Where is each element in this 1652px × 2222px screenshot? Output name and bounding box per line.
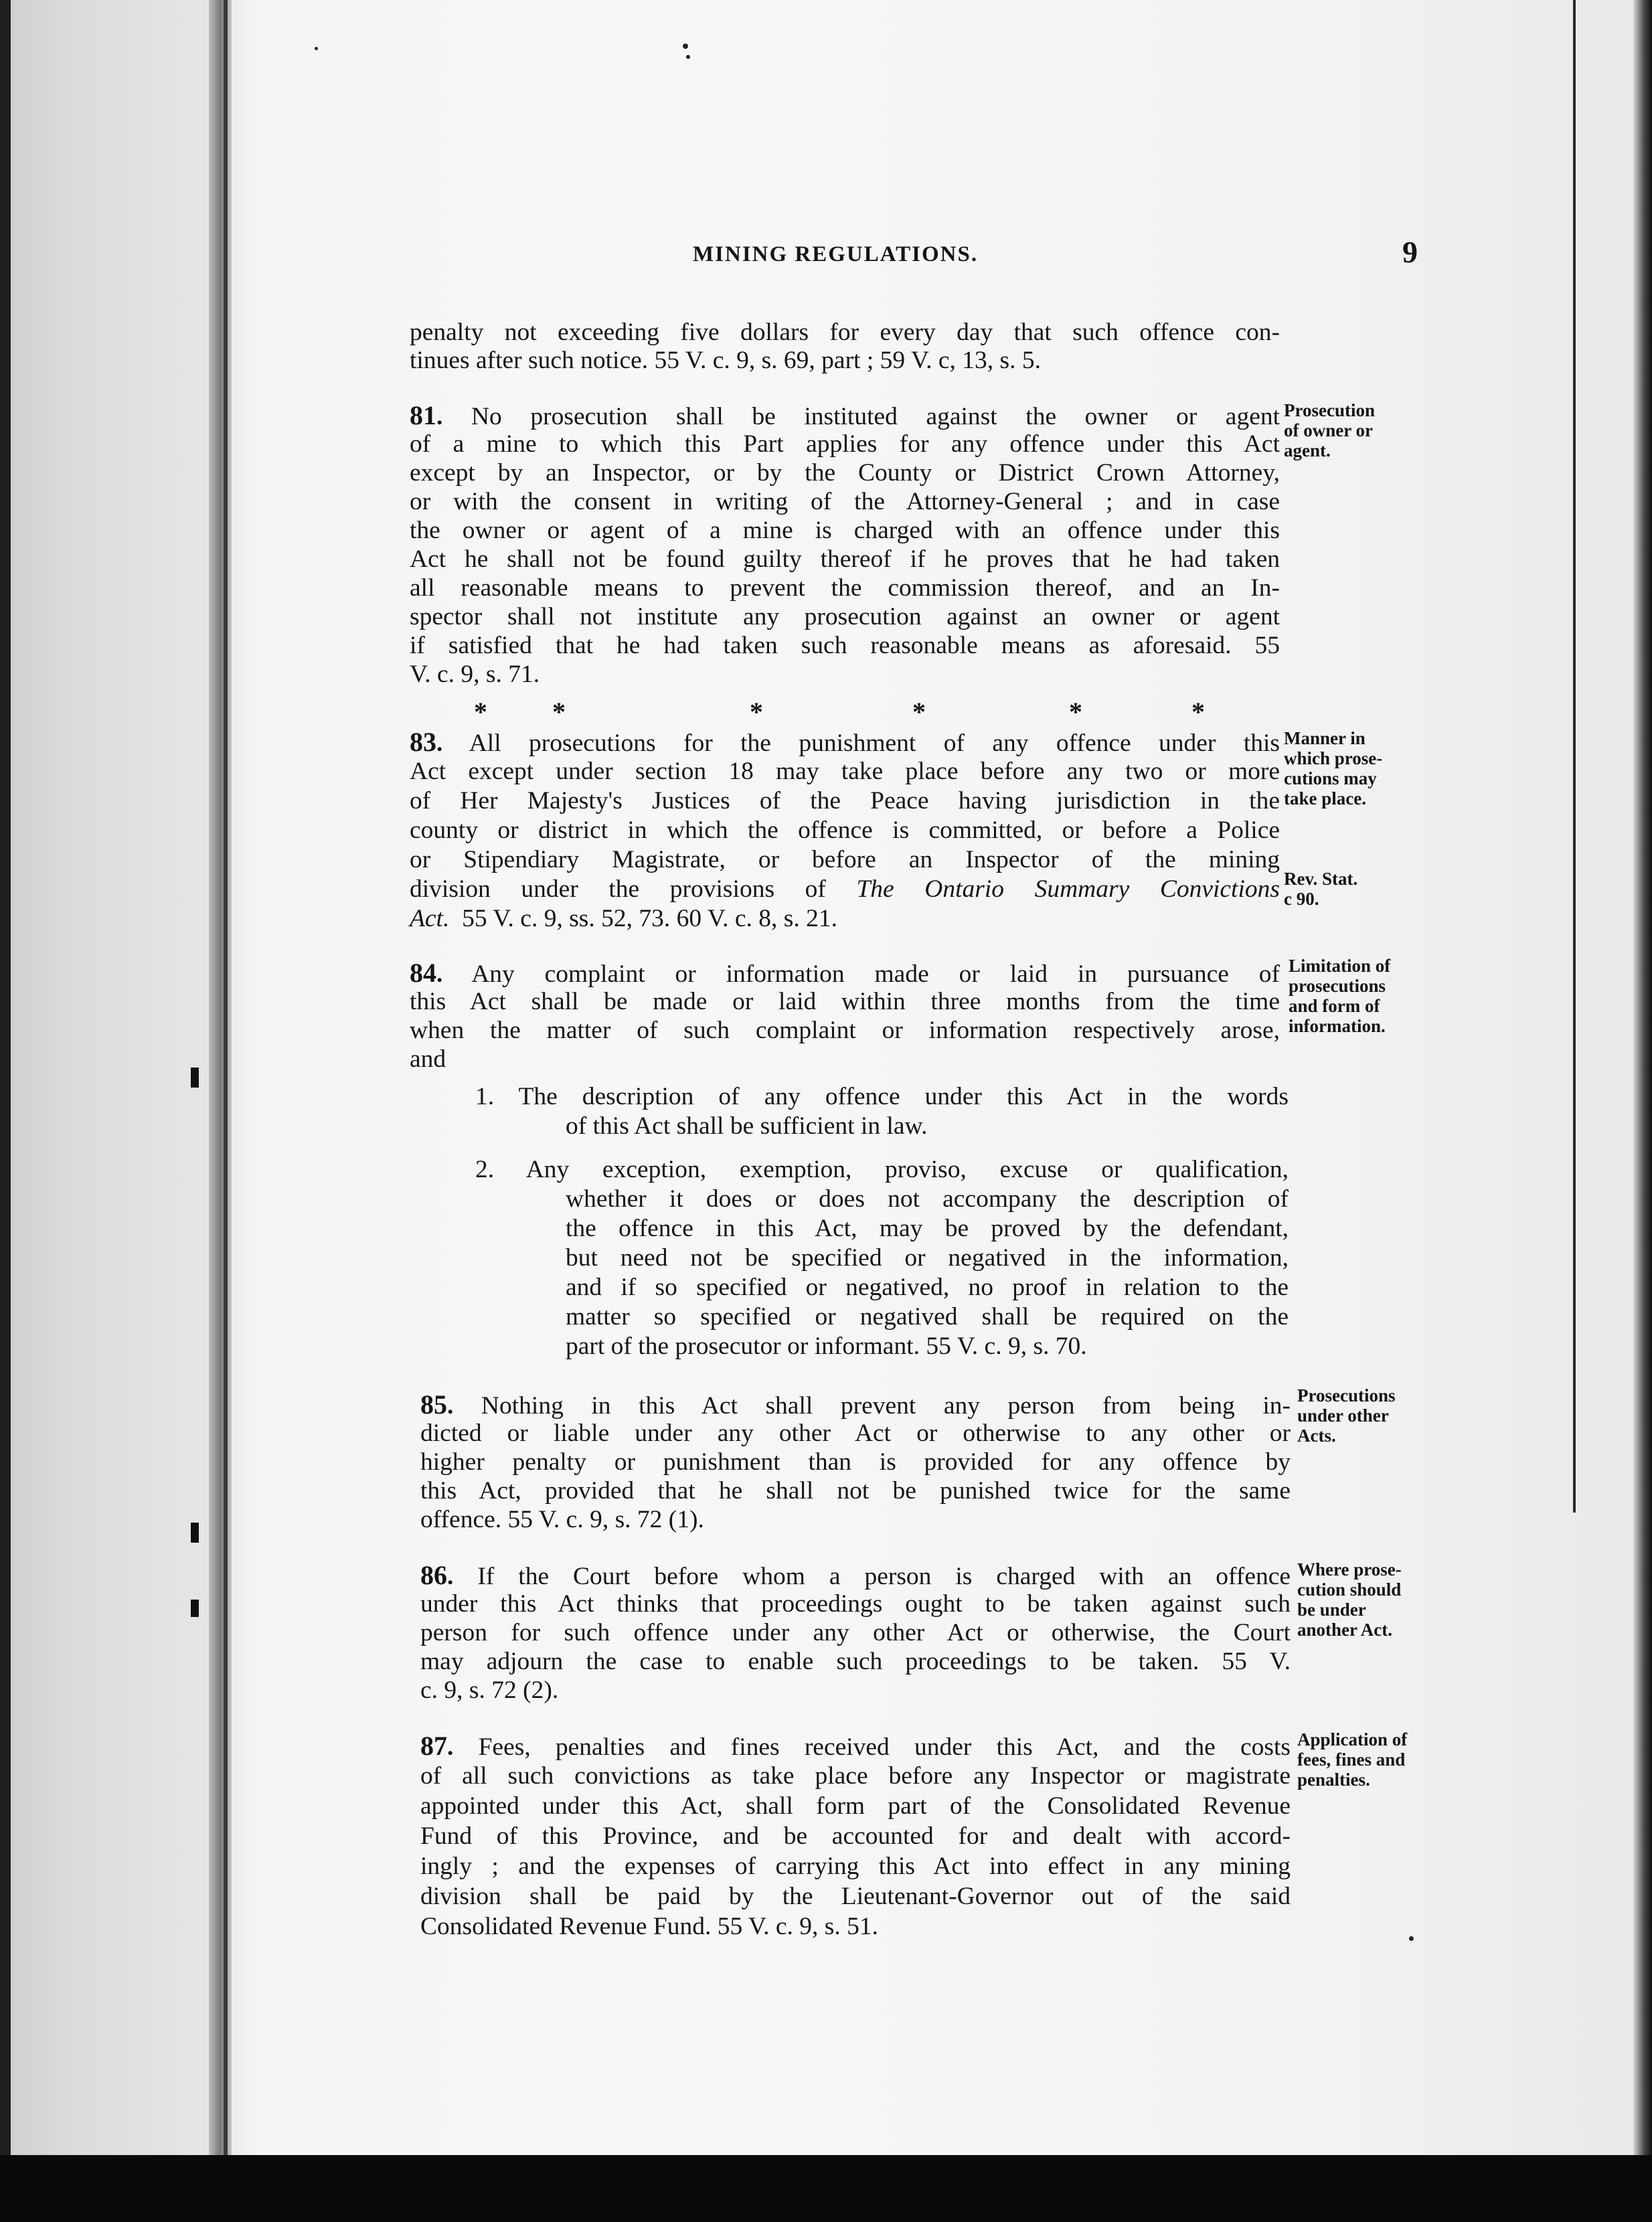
text-line: of Her Majesty's Justices of the Peace having jurisdiction in the (410, 787, 1280, 815)
text-line: part of the prosecutor or informant. 55 V. c. 9, s. 70. (566, 1333, 1087, 1360)
section-number: 85 (420, 1391, 447, 1420)
text-line: penalty not exceeding five dollars for every day that such offence con- (410, 319, 1280, 346)
text-line: under this Act thinks that proceedings ought to be taken against such (420, 1590, 1291, 1618)
page-right-edge-line (1573, 0, 1576, 1513)
text-line: county or district in which the offence is committed, or before a Police (410, 817, 1280, 844)
text-line: Fund of this Province, and be accounted for and dealt with accord- (420, 1822, 1291, 1850)
text-line: dicted or liable under any other Act or otherwise to any other or (420, 1420, 1291, 1447)
text-line: higher penalty or punishment than is provided for any offence by (420, 1448, 1291, 1476)
side-note-85: Prosecutions under other Acts. (1297, 1385, 1396, 1446)
side-note-83: Manner in which prose- cutions may take place. (1284, 728, 1383, 808)
text-line: Act except under section 18 may take place before any two or more (410, 758, 1280, 785)
statute-title-italic: The Ontario Summary Convictions (856, 875, 1280, 903)
text-line: all reasonable means to prevent the commission thereof, and an In- (410, 574, 1280, 602)
text-line: when the matter of such complaint or information respectively arose, (410, 1017, 1280, 1044)
binding-notch-mark (191, 1067, 199, 1088)
section-83-line-6: division under the provisions of The Ontario Summary Convictions (410, 875, 1280, 903)
text-line: of a mine to which this Part applies for any offence under this Act (410, 430, 1280, 458)
binding-gutter-line (224, 0, 228, 2222)
list-marker: 2. (475, 1156, 495, 1183)
text-line: of all such convictions as take place before any Inspector or magistrate (420, 1762, 1291, 1790)
section-number: 84 (410, 959, 436, 988)
page-number: 9 (1402, 235, 1418, 269)
section-number: 87 (420, 1732, 447, 1761)
text-line: spector shall not institute any prosecution against an owner or agent (410, 603, 1280, 630)
text-line: and if so specified or negatived, no proof in relation to the (566, 1274, 1289, 1301)
omission-star: * (552, 697, 566, 727)
text-line: tinues after such notice. 55 V. c. 9, s. 69, part ; 59 V. c, 13, s. 5. (410, 347, 1041, 374)
side-note-81: Prosecution of owner or agent. (1284, 400, 1375, 460)
text-line: whether it does or does not accompany the description of (566, 1185, 1289, 1213)
list-marker: 1. (475, 1083, 495, 1110)
text-line: or Stipendiary Magistrate, or before an Inspector of the mining (410, 846, 1280, 873)
section-81-first-line: 81. No prosecution shall be instituted against the owner or agent (410, 402, 1280, 430)
omission-star: * (474, 697, 487, 727)
scan-left-edge (0, 0, 11, 2222)
section-83-line-7: Act. 55 V. c. 9, ss. 52, 73. 60 V. c. 8, s. 21. (410, 905, 837, 932)
text-line: offence. 55 V. c. 9, s. 72 (1). (420, 1506, 704, 1533)
section-83-first-line: 83. All prosecutions for the punishment of any offence under this (410, 728, 1280, 757)
binding-gutter-shadow (209, 0, 232, 2222)
scan-bottom-edge (0, 2155, 1652, 2222)
side-note-83-statute: Rev. Stat. c 90. (1284, 869, 1358, 909)
section-number: 86 (420, 1561, 447, 1590)
side-note-86: Where prose- cution should be under another Act. (1297, 1559, 1402, 1640)
text-line: this Act, provided that he shall not be punished twice for the same (420, 1477, 1291, 1505)
text-line: except by an Inspector, or by the County or District Crown Attorney, (410, 459, 1280, 487)
text-line: this Act shall be made or laid within three months from the time (410, 988, 1280, 1015)
text-line: person for such offence under any other Act or otherwise, the Court (420, 1619, 1291, 1646)
list-item-2-line: 2. Any exception, exemption, proviso, excuse or qualification, (475, 1156, 1289, 1183)
text-line: the owner or agent of a mine is charged with an offence under this (410, 517, 1280, 544)
text-line: c. 9, s. 72 (2). (420, 1677, 559, 1704)
omission-star: * (1191, 697, 1205, 727)
text-line: of this Act shall be sufficient in law. (566, 1112, 928, 1140)
omission-star: * (912, 697, 926, 727)
text-line: if satisfied that he had taken such reasonable means as aforesaid. 55 (410, 632, 1280, 659)
section-number: 83 (410, 728, 436, 757)
scan-speck (686, 55, 690, 59)
text-line: V. c. 9, s. 71. (410, 661, 540, 688)
text-line: division shall be paid by the Lieutenant-Governor out of the said (420, 1883, 1291, 1910)
text-line: but need not be specified or negatived in the information, (566, 1244, 1289, 1272)
omission-star: * (1069, 697, 1082, 727)
running-head: MINING REGULATIONS. (693, 242, 979, 266)
text-line: Act he shall not be found guilty thereof if he proves that he had taken (410, 545, 1280, 573)
text-line: Consolidated Revenue Fund. 55 V. c. 9, s. 51. (420, 1913, 879, 1940)
scan-speck (1409, 1936, 1414, 1941)
text-line: matter so specified or negatived shall be required on the (566, 1303, 1289, 1331)
text-line: and (410, 1045, 446, 1073)
binding-notch-mark (191, 1600, 199, 1617)
text-line: ingly ; and the expenses of carrying this Act into effect in any mining (420, 1853, 1291, 1880)
section-86-first-line: 86. If the Court before whom a person is charged with an offence (420, 1561, 1291, 1590)
side-note-87: Application of fees, fines and penalties. (1297, 1729, 1408, 1790)
scan-right-edge (1633, 0, 1652, 2222)
section-number: 81 (410, 402, 436, 430)
scan-speck (315, 47, 318, 50)
binding-notch-mark (191, 1523, 199, 1543)
side-note-84: Limitation of prosecutions and form of information. (1289, 956, 1391, 1036)
section-87-first-line: 87. Fees, penalties and fines received under this Act, and the costs (420, 1732, 1291, 1761)
text-line: the offence in this Act, may be proved by the defendant, (566, 1215, 1289, 1242)
text-line: or with the consent in writing of the Attorney-General ; and in case (410, 488, 1280, 515)
scan-speck (683, 44, 688, 49)
section-84-first-line: 84. Any complaint or information made or laid in pursuance of (410, 959, 1280, 988)
omission-star: * (750, 697, 763, 727)
section-85-first-line: 85. Nothing in this Act shall prevent any person from being in- (420, 1391, 1291, 1420)
text-line: may adjourn the case to enable such proceedings to be taken. 55 V. (420, 1648, 1291, 1675)
list-item-1-line: 1. The description of any offence under this Act in the words (475, 1083, 1289, 1110)
text-line: appointed under this Act, shall form part of the Consolidated Revenue (420, 1792, 1291, 1820)
